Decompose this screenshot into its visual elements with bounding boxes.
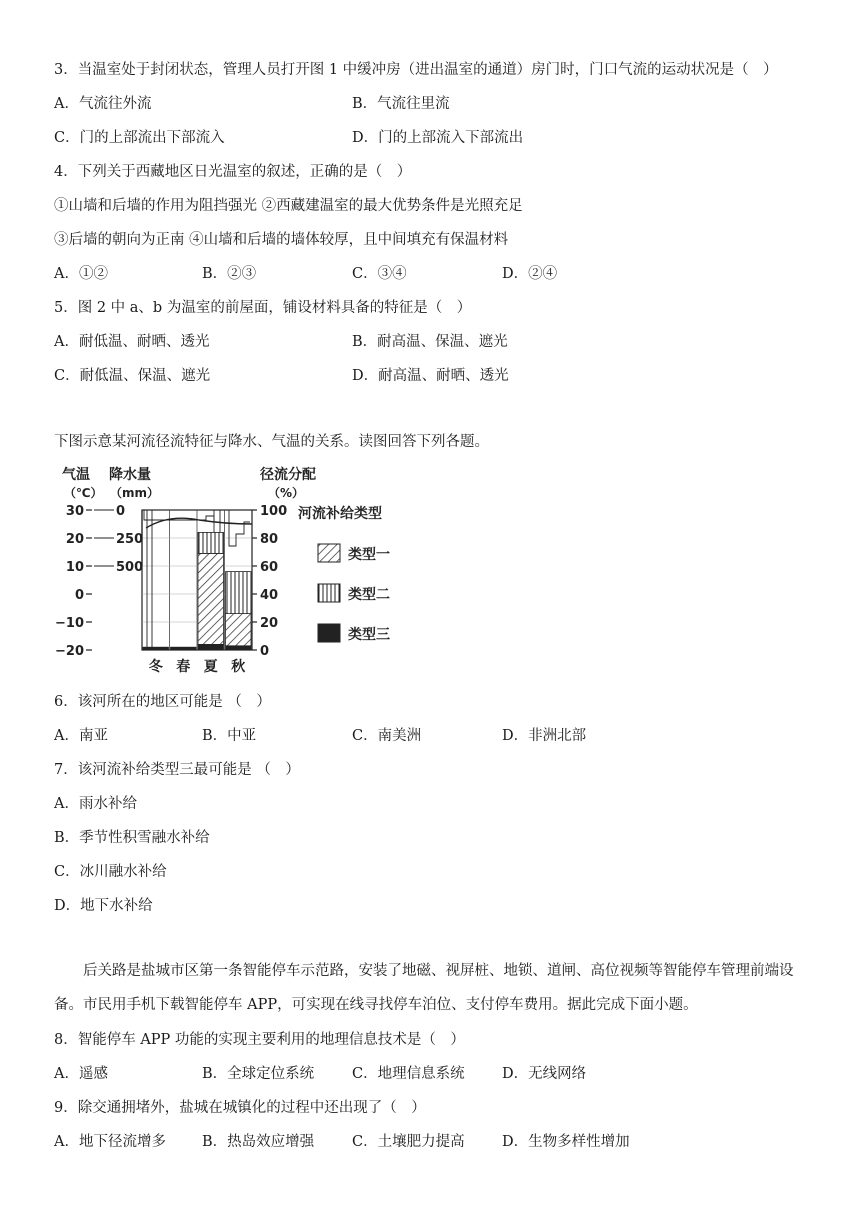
- runoff-bar-春-类型三: [171, 647, 197, 650]
- season-label: 冬: [148, 659, 163, 675]
- season-label: 秋: [231, 659, 246, 675]
- q4-statement-2: ③后墙的朝向为正南 ④山墙和后墙的墙体较厚，且中间填充有保温材料: [54, 232, 509, 248]
- q7-option-a: A．雨水补给: [54, 796, 137, 812]
- q6-stem: 6．该河所在的地区可能是 （ ）: [54, 694, 271, 710]
- q5-option-a: A．耐低温、耐晒、透光: [54, 334, 210, 350]
- q5-option-d: D．耐高温、耐晒、透光: [352, 368, 509, 384]
- q8-option-d: D．无线网络: [502, 1066, 587, 1082]
- q9-option-c: C．土壤肥力提高: [352, 1134, 465, 1150]
- runoff-axis-title: 径流分配: [260, 467, 316, 483]
- q4-stem: 4．下列关于西藏地区日光温室的叙述，正确的是（ ）: [54, 164, 412, 180]
- chart-intro: 下图示意某河流径流特征与降水、气温的关系。读图回答下列各题。: [54, 434, 489, 450]
- q8-option-c: C．地理信息系统: [352, 1066, 465, 1082]
- q8-option-b: B．全球定位系统: [202, 1066, 315, 1082]
- temp-tick-label: 10: [65, 560, 84, 575]
- q7-option-c: C．冰川融水补给: [54, 864, 167, 880]
- q3-option-d: D．门的上部流入下部流出: [352, 130, 524, 146]
- temp-tick-label: 0: [74, 588, 84, 603]
- q3-stem: 3．当温室处于封闭状态，管理人员打开图 1 中缓冲房（进出温室的通道）房门时，门口气流的运动状况是（ ）: [54, 62, 778, 78]
- q9-option-b: B．热岛效应增强: [202, 1134, 315, 1150]
- runoff-axis-unit: （%）: [268, 486, 305, 500]
- legend-label: 类型一: [348, 547, 390, 563]
- q8-option-a: A．遥感: [54, 1066, 108, 1082]
- legend-label: 类型三: [348, 627, 390, 643]
- q7-option-b: B．季节性积雪融水补给: [54, 830, 210, 846]
- q5-stem: 5．图 2 中 a、b 为温室的前屋面，铺设材料具备的特征是（ ）: [54, 300, 472, 316]
- season-labels: [149, 658, 246, 675]
- runoff-bar-秋-类型三: [226, 646, 252, 650]
- q5-option-c: C．耐低温、保温、遮光: [54, 368, 211, 384]
- q3-option-b: B．气流往里流: [352, 96, 450, 112]
- smart-parking-intro: 后关路是盐城市区第一条智能停车示范路，安装了地磁、视屏桩、地锁、道闸、高位视频等智能停车管理前端设备。市民用手机下载智能停车 APP，可实现在线寻找停车泊位、支付停车费用。据此完成下面小题。: [54, 963, 794, 1013]
- q9-option-a: A．地下径流增多: [54, 1134, 166, 1150]
- q6-option-c: C．南美洲: [352, 728, 422, 744]
- legend-title: 河流补给类型: [298, 506, 382, 522]
- runoff-bar-秋-类型一: [226, 614, 252, 646]
- q4-option-c: C．③④: [352, 266, 407, 282]
- legend: [318, 544, 390, 643]
- runoff-tick-label: 0: [260, 644, 270, 659]
- runoff-bar-冬-类型三: [143, 647, 169, 650]
- runoff-tick-label: 20: [260, 616, 279, 631]
- legend-swatch-diagonal: [318, 544, 340, 562]
- q3-option-a: A．气流往外流: [54, 96, 152, 112]
- q6-option-b: B．中亚: [202, 728, 257, 744]
- runoff-bar-夏-类型一: [198, 553, 224, 644]
- runoff-tick-label: 40: [260, 588, 279, 603]
- q4-option-d: D．②④: [502, 266, 558, 282]
- legend-swatch-solid: [318, 624, 340, 642]
- runoff-tick-label: 60: [260, 560, 279, 575]
- precip-axis-title: 降水量: [109, 467, 151, 483]
- legend-label: 类型二: [348, 587, 390, 603]
- q9-stem: 9．除交通拥堵外，盐城在城镇化的过程中还出现了（ ）: [54, 1100, 426, 1116]
- q5-option-b: B．耐高温、保温、遮光: [352, 334, 508, 350]
- precip-tick-label: 500: [116, 560, 144, 575]
- q4-statement-1: ①山墙和后墙的作用为阻挡强光 ②西藏建温室的最大优势条件是光照充足: [54, 198, 523, 214]
- q6-option-d: D．非洲北部: [502, 728, 587, 744]
- runoff-tick-label: 100: [260, 504, 288, 519]
- runoff-tick-label: 80: [260, 532, 279, 547]
- q6-option-a: A．南亚: [54, 728, 108, 744]
- temp-axis-unit: （℃）: [64, 486, 103, 500]
- q8-stem: 8．智能停车 APP 功能的实现主要利用的地理信息技术是（ ）: [54, 1032, 465, 1048]
- q9-option-d: D．生物多样性增加: [502, 1134, 630, 1150]
- runoff-chart: [54, 462, 414, 680]
- precip-ticks: [94, 504, 143, 575]
- temp-tick-label: 20: [65, 532, 84, 547]
- temp-tick-label: −10: [55, 616, 84, 631]
- q7-stem: 7．该河流补给类型三最可能是 （ ）: [54, 762, 300, 778]
- season-label: 春: [176, 659, 191, 675]
- temp-tick-label: 30: [65, 504, 84, 519]
- precip-axis-unit: （mm）: [110, 486, 160, 500]
- q4-option-b: B．②③: [202, 266, 257, 282]
- q3-option-c: C．门的上部流出下部流入: [54, 130, 225, 146]
- temp-tick-label: −20: [55, 644, 84, 659]
- season-label: 夏: [203, 659, 218, 675]
- legend-swatch-vertical: [318, 584, 340, 602]
- q4-option-a: A．①②: [54, 266, 108, 282]
- temp-axis-title: 气温: [62, 467, 90, 483]
- precip-tick-label: 250: [116, 532, 144, 547]
- runoff-ticks: [252, 504, 287, 659]
- runoff-bar-夏-类型三: [198, 644, 224, 650]
- temp-ticks: [55, 504, 92, 659]
- precip-tick-label: 0: [116, 504, 126, 519]
- runoff-bar-秋-类型二: [226, 572, 252, 614]
- q7-option-d: D．地下水补给: [54, 898, 153, 914]
- runoff-bar-夏-类型二: [198, 532, 224, 553]
